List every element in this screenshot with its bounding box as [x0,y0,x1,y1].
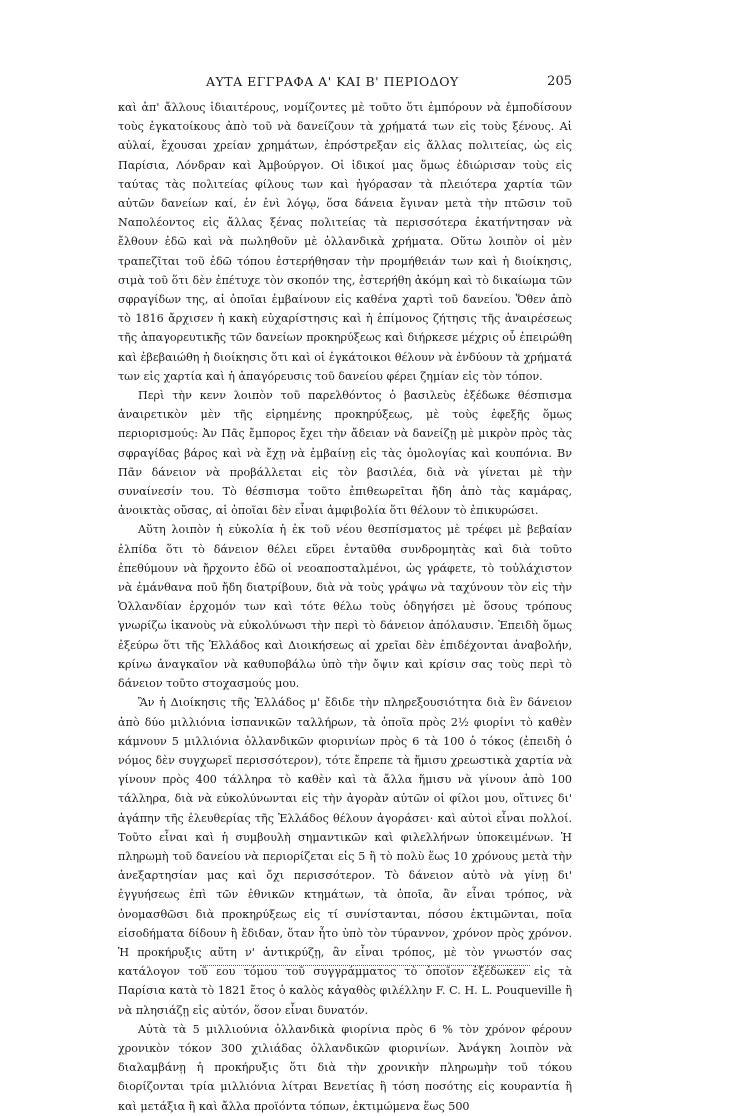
running-title: ΑΥΤΑ ΕΓΓΡΑΦΑ Α' ΚΑΙ Β' ΠΕΡΙΟΔΟΥ [206,74,459,89]
paragraph: καὶ ἀπ' ἄλλους ἰδιαιτέρους, νομίζοντες μὲ τοῦτο ὅτι ἐμπόρουν νὰ ἐμποδίσουν τοὺς ἐγκατοίκους ἀπὸ τοῦ νὰ δανείζουν τὰ χρήματά των εἰς τοὺς ξένους. Αἱ αὐλαί, ἔχουσαι χρείαν χρημάτων, ἐπρόστρεξαν εἰς ἄλλας πολιτείας, ὡς εἰς Παρίσια, Λόνδραν καὶ Ἀμβούργον. Οἱ ἰδικοί μας ὅμως ἐδιώρισαν τοὺς εἰς ταύτας τὰς πολιτείας φίλους των καὶ ἠγόρασαν τὰ πλειότερα χαρτία τῶν αὐτῶν δανείων καί, ἐν ἑνὶ λόγῳ, ὅσα δάνεια ἔγιναν μετὰ τὴν πτῶσιν τοῦ Ναπολέοντος εἰς ἄλλας ξένας πολιτείας τὰ περισσότερα ἐκατήντησαν νὰ ἔλθουν ἐδῶ καὶ νὰ πωληθοῦν μὲ ὀλλανδικὰ χρήματα. Οὕτω λοιπὸν οἱ μὲν τραπεζῖται τοῦ ἐδῶ τόπου ἐστερήθησαν τὴν προμήθειάν των καὶ ἡ διοίκησις, σιμὰ τοῦ ὅτι δὲν ἐπέτυχε τὸν σκοπόν της, ἐστερήθη ἀκόμη καὶ τὸ δικαίωμα τῶν σφραγίδων της, αἱ ὁποῖαι ἐμβαίνουν εἰς καθένα χαρτὶ τοῦ δανείου. Ὅθεν ἀπὸ τὸ 1816 ἄρχισεν ἡ κακὴ εὐχαρίστησις καὶ ἡ ἐπίμονος ζήτησις τῆς ἀναιρέσεως τῆς ἀπαγορευτικῆς τῶν δανείων προκηρύξεως καὶ διήρκεσε μέχρις οὗ ἐπειρώθη καὶ ἐβεβαιώθη ἡ διοίκησις ὅτι καὶ οἱ ἐγκάτοικοι θέλουν νὰ ἐνδύουν τὰ χρήματά των εἰς χαρτία καὶ ἡ ἀπαγόρευσις τοῦ δανείου φέρει ζημίαν εἰς τὸν τόπον. [118,101,572,383]
page-header [118,74,572,92]
footer-divider [200,965,530,966]
paragraph: Περὶ τὴν κενν λοιπὸν τοῦ παρελθόντος ὁ βασιλεὺς ἐξέδωκε θέσπισμα ἀναιρετικὸν μὲν τῆς εἰρημένης προκηρύξεως, μὲ τοὺς ἐφεξῆς ὅμως περιορισμούς: Ἀν Πᾶς ἔμπορος ἔχει τὴν ἄδειαν νὰ δανείζῃ μὲ μικρὸν πρὸς τὰς σφραγίδας βάρος καὶ νὰ ἔχῃ νὰ ἐμβαίνῃ εἰς τὰς ὁμολογίας καὶ κουπόνια. Βν Πᾶν δάνειον νὰ προβάλλεται εἰς τὸν βασιλέα, διὰ νὰ γίνεται μὲ τὴν συναίνεσίν του. Τὸ θέσπισμα τοῦτο ἐπιθεωρεῖται ἤδη ἀπὸ τὰς καμάρας, ἀνοικτὰς οὔσας, αἱ ὁποῖαι δὲν εἶναι ἀμφιβολία ὅτι θέλουν τὸ ἐπικυρώσει. [118,389,572,518]
paragraph: Αὕτη λοιπὸν ἡ εὐκολία ἡ ἐκ τοῦ νέου θεσπίσματος μὲ τρέφει μὲ βεβαίαν ἐλπίδα ὅτι τὸ δάνειον θέλει εὕρει ἐνταῦθα συνδρομητὰς καὶ διὰ τοῦτο ἐπεθύμουν νὰ ἤρχοντο ἐδῶ οἱ νεοαποσταλμένοι, ὡς γράφετε, τὸ τοὐλάχιστον νὰ ἐμάνθανα ποῦ ἤδη διατρίβουν, διὰ νὰ τοὺς γράψω νὰ ταχύνουν τὸν εἰς τὴν Ὁλλανδίαν ἐρχομόν των καὶ τότε θέλω τοὺς ὁδηγήσει μὲ ὅσους τρόπους γνωρίζω ἱκανοὺς νὰ εὐκολύνωσι τὴν περὶ τὸ δάνειον ἀπόλαυσιν. Ἐπειδὴ ὅμως ἐξεύρω ὅτι τῆς Ἑλλάδος καὶ Διοικήσεως αἱ χρεῖαι δὲν ἐπιδέχονται ἀναβολήν, κρίνω ἀναγκαῖον νὰ καθυποβάλω ὑπὸ τὴν ὄψιν καὶ κρίσιν σας τοὺς περὶ τὸ δάνειον τοῦτο στοχασμούς μου. [118,523,572,691]
body-text [118,98,572,1116]
page-number: 205 [547,74,572,89]
paragraph: Αὐτὰ τὰ 5 μιλλιούνια ὀλλανδικὰ φιορίνια πρὸς 6 % τὸν χρόνον φέρουν χρονικὸν τόκον 300 χιλιάδας ὀλλανδικῶν φιορινίων. Ἀνάγκη λοιπὸν νὰ διαλαμβάνῃ ἡ προκήρυξις ὅτι διὰ τὴν χρονικὴν πληρωμὴν τοῦ τόκου διορίζονται τρία μιλλιόνια λίτραι Βενετίας ἢ τόση ποσότης εἰς κουραντία ἢ καὶ μετάξια ἢ καὶ ἄλλα προϊόντα τόπων, ἐκτιμώμενα ἕως 500 [118,1022,572,1113]
paragraph: Ἂν ἡ Διοίκησις τῆς Ἑλλάδος μ' ἔδιδε τὴν πληρεξουσιότητα διὰ ἓν δάνειον ἀπὸ δύο μιλλιόνια ἱσπανικῶν ταλλήρων, τὰ ὁποῖα πρὸς 2½ φιορίνι τὸ καθὲν κάμνουν 5 μιλλιόνια ὀλλανδικῶν φιορινίων πρὸς 6 τὰ 100 ὁ τόκος (ἐπειδὴ ὁ νόμος δὲν συγχωρεῖ περισσότερον), τότε ἔπρεπε τὰ ἥμισυ χρεωστικὰ χαρτία νὰ γίνουν πρὸς 400 τάλληρα τὸ καθὲν καὶ τὰ ἄλλα ἥμισυ νὰ γίνουν ἀπὸ 100 τάλληρα, διὰ νὰ εὐκολύνωνται εἰς τὴν ἀγορὰν αὐτῶν οἱ φίλοι μου, οἵτινες δι' ἀγάπην τῆς ἐλευθερίας τῆς Ἑλλάδος θέλουν ἀγοράσει· καὶ αὐτοὶ εἶναι πολλοί. Τοῦτο εἶναι καὶ ἡ συμβουλὴ σημαντικῶν καὶ φιλελλήνων ὑποκειμένων. Ἡ πληρωμὴ τοῦ δανείου νὰ περιορίζεται εἰς 5 ἢ τὸ πολὺ ἕως 10 χρόνους μετὰ τὴν ἀνεξαρτησίαν μας καὶ ὄχι περισσότερον. Τὸ δάνειον αὐτὸ νὰ γίνῃ δι' ἐγγυήσεως ἐπὶ τῶν ἐθνικῶν κτημάτων, τὰ ὁποῖα, ἂν εἶναι τρόπος, νὰ ὀνομασθῶσι διὰ προκηρύξεως εἰς τί συνίστανται, πόσου ἐκτιμῶνται, ποῖα εἰσοδήματα δίδουν ἢ ἔδιδαν, ὅταν ἦτο ὑπὸ τὸν τύραννον, χρόνον πρὸς χρόνον. Ἡ προκήρυξις αὕτη ν' ἀντικρύζῃ, ἂν εἶναι τρόπος, μὲ τὸν γνωστόν σας κατάλογον τοῦ εου τόμου τοῦ συγγράμματος τὸ ὁποῖον ἐξέδωκεν εἰς τὰ Παρίσια κατὰ τὸ 1821 ἔτος ὁ καλὸς κἀγαθὸς φιλέλλην F. C. H. L. Pouqueville ἢ νὰ πλησιάζῃ εἰς αὐτόν, ὅσον εἶναι δυνατόν. [118,696,572,1017]
